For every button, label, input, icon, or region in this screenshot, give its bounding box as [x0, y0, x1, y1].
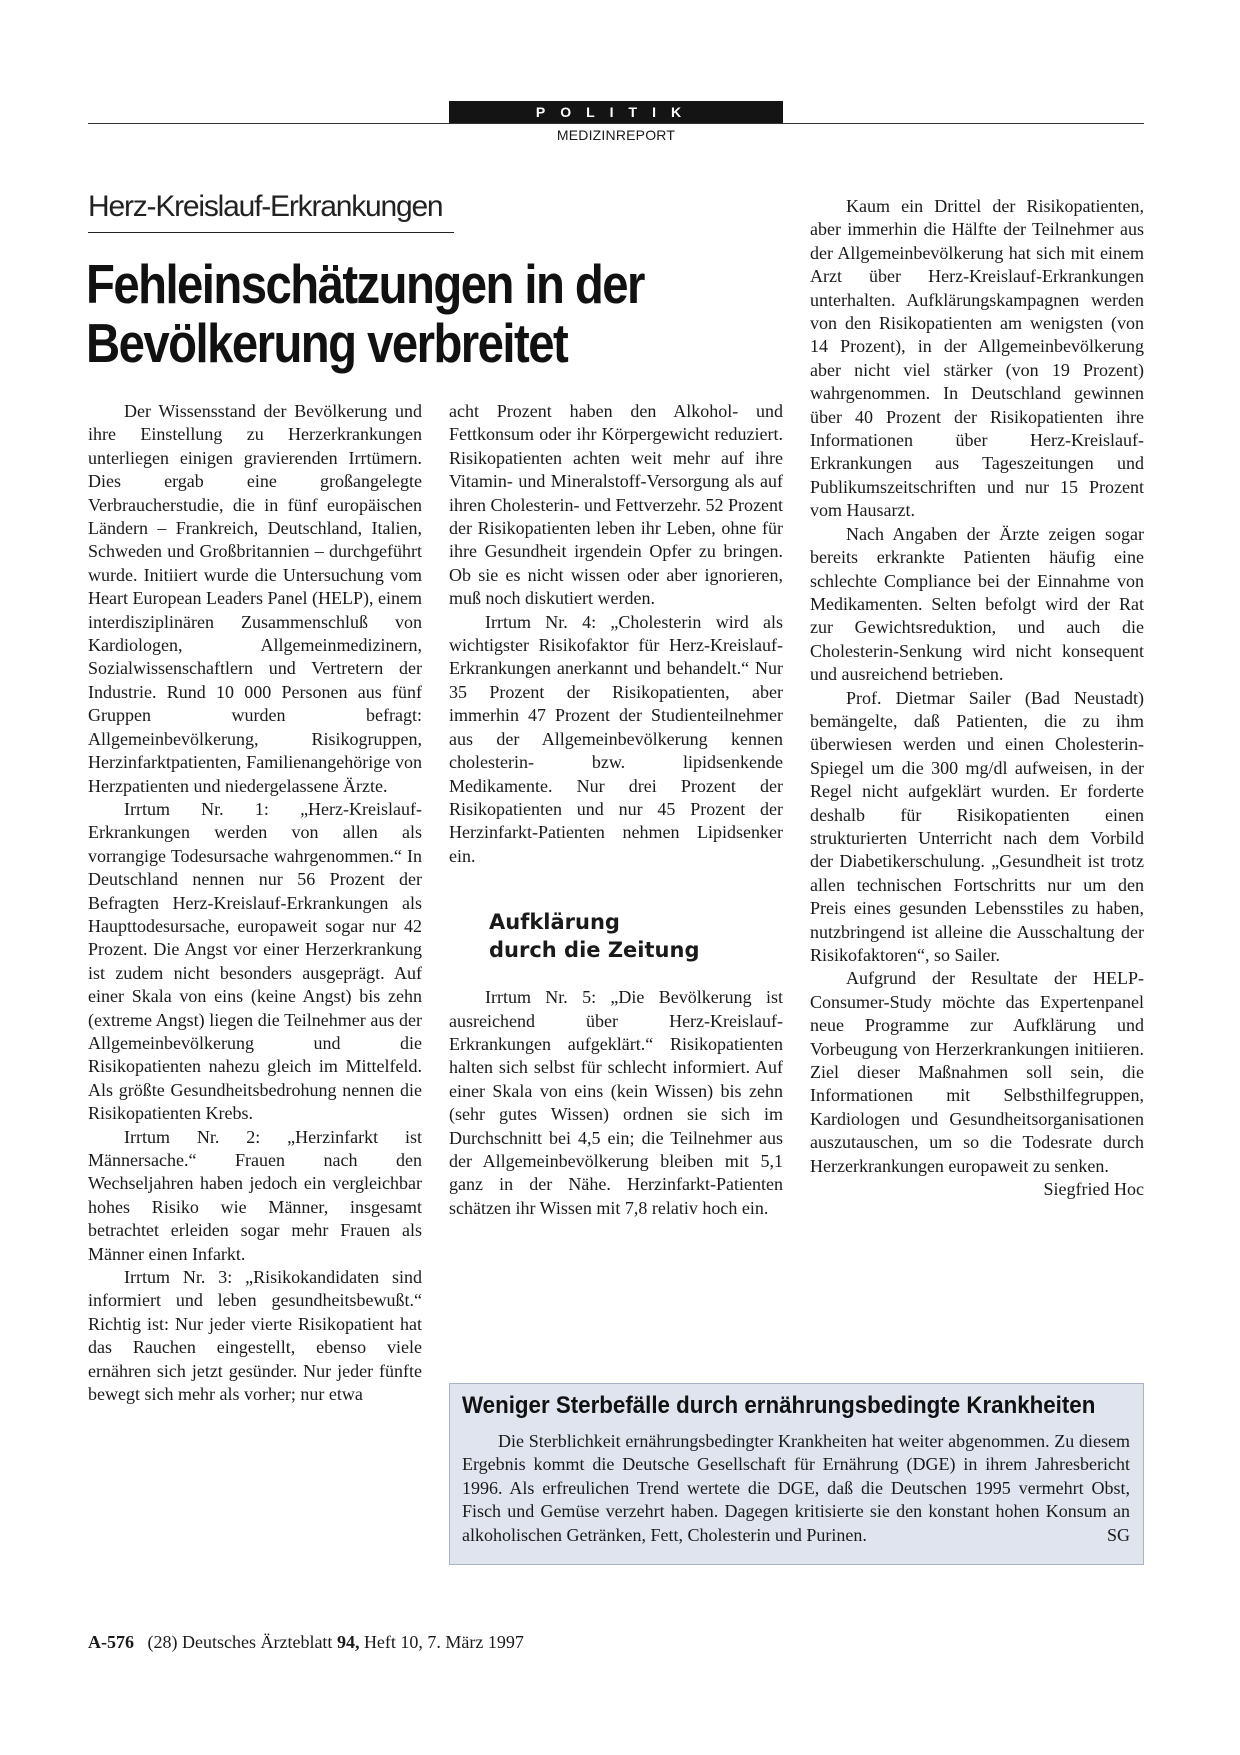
paragraph: Irrtum Nr. 1: „Herz-Kreislauf-Erkrankungen werden von allen als vorrangige Todesursache wahrgenommen.“ In Deutschland nennen nur 56 Prozent der Befragten Herz-Kreislauf-Erkrankungen als Haupttodesursache, europaweit sogar nur 42 Prozent. Die Angst vor einer Herzerkrankung ist zudem nicht besonders ausgeprägt. Auf einer Skala von eins (keine Angst) bis zehn (extreme Angst) liegen die Teilnehmer aus der Allgemeinbevölkerung und die Risikopatienten nahezu gleich im Mittelfeld. Als größte Gesundheitsbedrohung nennen die Risikopatienten Krebs. — [88, 798, 422, 1124]
headline-line-1: Fehleinschätzungen in der — [86, 253, 644, 315]
paragraph: Irrtum Nr. 2: „Herzinfarkt ist Männersache.“ Frauen nach den Wechseljahren haben jedoch ein vergleichbar hohes Risiko wie Männer, insgesamt betrachtet erleiden sogar mehr Frauen als Männer einen Infarkt. — [88, 1126, 422, 1264]
subheading-line-1: Aufklärung — [489, 910, 620, 935]
kicker-underline — [88, 232, 454, 233]
header-rule — [88, 123, 1144, 124]
volume-number: 94, — [336, 1632, 360, 1652]
paragraph — [810, 967, 1144, 1200]
subheading-line-2: durch die Zeitung — [489, 938, 700, 963]
info-box-title: Weniger Sterbefälle durch ernährungsbedingte Krankheiten — [462, 1392, 1096, 1419]
paragraph: Nach Angaben der Ärzte zeigen sogar bereits erkrankte Patienten häufig eine schlechte Compliance bei der Einnahme von Medikamenten. Selten befolgt wird der Rat zur Gewichtsreduktion, und auch die Cholesterin-Senkung wird nicht konsequent und ausreichend betrieben. — [810, 523, 1144, 685]
article-column-3 — [810, 195, 1144, 1201]
paragraph: Irrtum Nr. 4: „Cholesterin wird als wichtigster Risikofaktor für Herz-Kreislauf-Erkrankungen anerkannt und behandelt.“ Nur 35 Prozent der Risikopatienten, aber immerhin 47 Prozent der Studienteilnehmer aus der Allgemeinbevölkerung kennen cholesterin- bzw. lipidsenkende Medikamente. Nur drei Prozent der Risikopatienten und nur 45 Prozent der Herzinfarkt-Patienten nehmen Lipidsenker ein. — [449, 611, 783, 866]
issue-date: Heft 10, 7. März 1997 — [363, 1632, 524, 1652]
paragraph-text: Aufgrund der Resultate der HELP-Consumer-Study möchte das Expertenpanel neue Programme zur Aufklärung und Vorbeugung von Herzerkrankungen initiieren. Ziel dieser Maßnahmen soll sein, die Informationen mit Selbsthilfegruppen, Kardiologen und Gesundheitsorganisationen auszutauschen, um so die Todesrate durch Herzerkrankungen europaweit zu senken. — [810, 968, 1144, 1176]
paragraph: Der Wissensstand der Bevölkerung und ihre Einstellung zu Herzerkrankungen unterliegen einigen gravierenden Irrtümern. Dies ergab eine großangelegte Verbraucherstudie, die in fünf europäischen Ländern – Frankreich, Deutschland, Italien, Schweden und Großbritannien – durchgeführt wurde. Initiiert wurde die Untersuchung vom Heart European Leaders Panel (HELP), einem interdisziplinären Zusammenschluß von Kardiologen, Allgemeinmedizinern, Sozialwissenschaftlern und Vertretern der Industrie. Rund 10 000 Personen aus fünf Gruppen wurden befragt: Allgemeinbevölkerung, Risikogruppen, Herzinfarktpatienten, Familienangehörige von Herzpatienten und niedergelassene Ärzte. — [88, 401, 422, 796]
article-column-2 — [449, 400, 783, 1220]
paragraph: Prof. Dietmar Sailer (Bad Neustadt) bemängelte, daß Patienten, die zu ihm überwiesen werden und einen Cholesterin-Spiegel um die 300 mg/dl aufweisen, in der Regel nicht aufgeklärt wurden. Er forderte deshalb für Risikopatienten einen strukturierten Unterricht nach dem Vorbild der Diabetikerschulung. „Gesundheit ist trotz allen technischen Fortschritts nur um den Preis eines gesunden Lebensstiles zu haben, nutzbringend ist alleine die Ausschaltung der Risikofaktoren“, so Sailer. — [810, 687, 1144, 965]
page-footer — [88, 1632, 524, 1653]
issue-prefix: (28) Deutsches Ärzteblatt — [147, 1632, 333, 1652]
section-label: POLITIK — [449, 101, 783, 123]
subsection-label: MEDIZINREPORT — [556, 127, 676, 143]
info-box-text: Die Sterblichkeit ernährungsbedingter Krankheiten hat weiter abgenommen. Zu diesem Ergebnis kommt die Deutsche Gesellschaft für Ernährung (DGE) in ihrem Jahresbericht 1996. Als erfreulichen Trend wertete die DGE, daß die Deutschen 1995 vermehrt Obst, Fisch und Gemüse verzehrt haben. Dagegen kritisierte sie den konstant hohen Konsum an alkoholischen Getränken, Fett, Cholesterin und Purinen. — [462, 1431, 1130, 1545]
page-number: A-576 — [88, 1632, 134, 1652]
info-box-author: SG — [1106, 1524, 1130, 1545]
info-box-body — [462, 1430, 1130, 1547]
paragraph: Kaum ein Drittel der Risikopatienten, aber immerhin die Hälfte der Teilnehmer aus der Allgemeinbevölkerung hat sich mit einem Arzt über Herz-Kreislauf-Erkrankungen unterhalten. Aufklärungskampagnen werden von den Risikopatienten am wenigsten (von 14 Prozent), in der Allgemeinbevölkerung aber nicht viel stärker (von 19 Prozent) wahrgenommen. In Deutschland gewinnen über 40 Prozent der Risikopatienten ihre Informationen über Herz-Kreislauf-Erkrankungen aus Tageszeitungen und Publikumszeitschriften und nur 15 Prozent vom Hausarzt. — [810, 196, 1144, 521]
article-kicker: Herz-Kreislauf-Erkrankungen — [88, 190, 443, 223]
article-headline — [86, 255, 705, 373]
article-column-1 — [88, 400, 422, 1406]
paragraph: Irrtum Nr. 3: „Risikokandidaten sind informiert und leben gesundheitsbewußt.“ Richtig ist: Nur jeder vierte Risikopatient hat das Rauchen eingestellt, ebenso viele ernähren sich jetzt gesünder. Nur jeder fünfte bewegt sich mehr als vorher; nur etwa — [88, 1267, 422, 1405]
paragraph: Irrtum Nr. 5: „Die Bevölkerung ist ausreichend über Herz-Kreislauf-Erkrankungen aufgeklärt.“ Risikopatienten halten sich selbst für schlecht informiert. Auf einer Skala von eins (kein Wissen) bis zehn (sehr gutes Wissen) ordnen sie sich im Durchschnitt bei 4,5 ein; die Teilnehmer aus der Allgemeinbevölkerung bleiben mit 5,1 ganz in der Nähe. Herzinfarkt-Patienten schätzen ihr Wissen mit 7,8 relativ hoch ein. — [449, 987, 783, 1218]
section-subheading — [489, 908, 783, 964]
article-author: Siegfried Hoc — [1043, 1179, 1144, 1200]
paragraph: acht Prozent haben den Alkohol- und Fettkonsum oder ihr Körpergewicht reduziert. Risikopatienten achten weit mehr auf ihre Vitamin- und Mineralstoff-Versorgung als auf ihren Cholesterin- und Fettverzehr. 52 Prozent der Risikopatienten leben ihr Leben, ohne für ihre Gesundheit irgendein Opfer zu bringen. Ob sie es nicht wissen oder aber ignorieren, muß noch diskutiert werden. — [449, 401, 783, 609]
headline-line-2: Bevölkerung verbreitet — [86, 311, 568, 374]
